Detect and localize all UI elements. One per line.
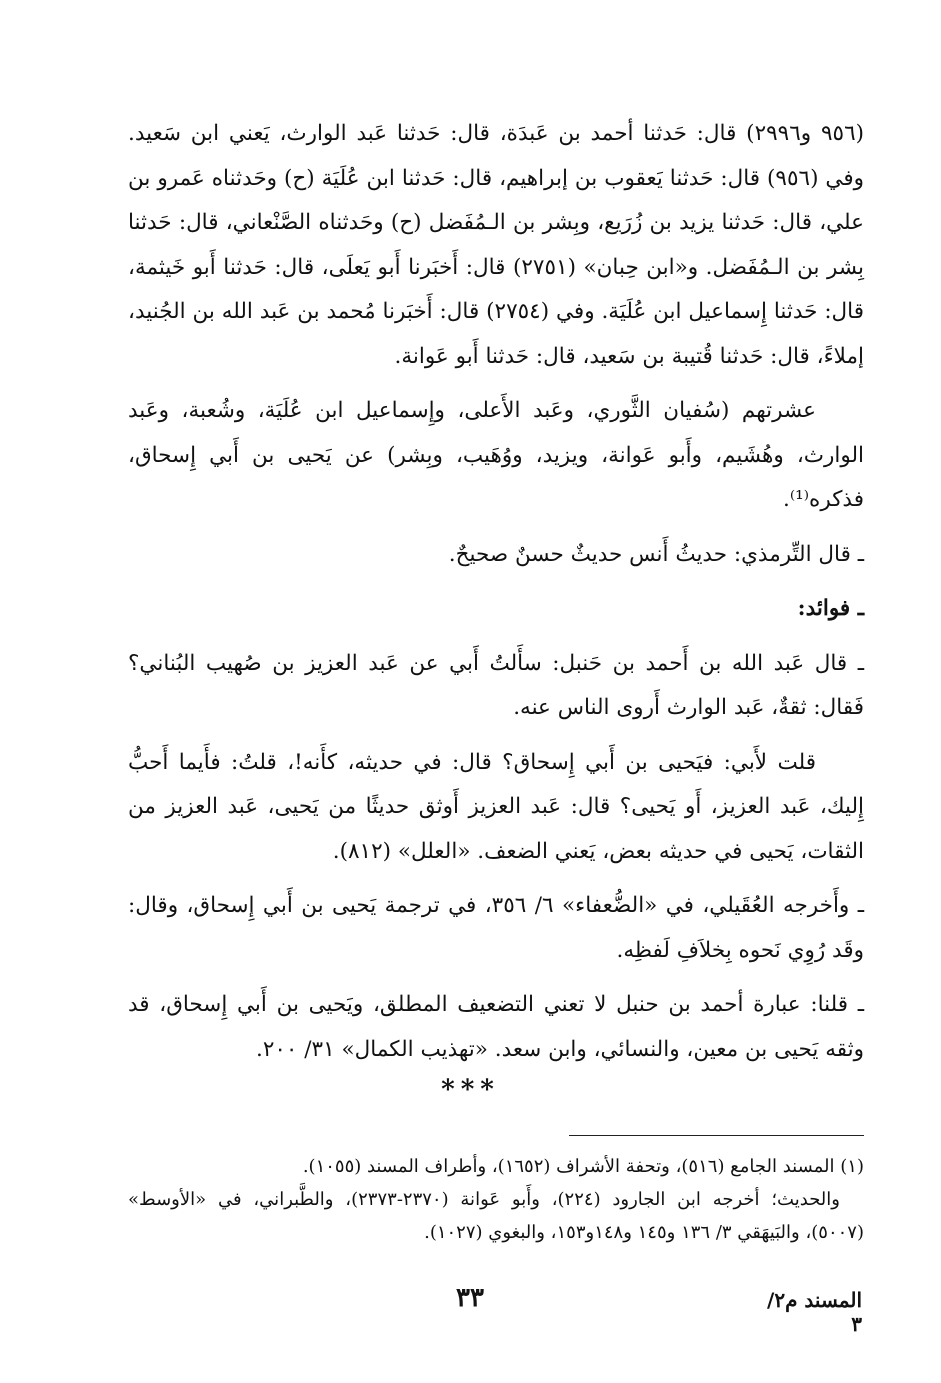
paragraph-abdullah-question: ـ قال عَبد الله بن أَحمد بن حَنبل: سأَلتُ أَبي عن عَبد العزيز بن صُهيب البُناني؟ فَقال: ثقةٌ، عَبد الوارث أَروى الناس عنه. — [128, 650, 864, 720]
paragraph-isnad: (٩٥٦ و٢٩٩٦) قال: حَدثنا أحمد بن عَبدَة، قال: حَدثنا عَبد الوارث، يَعني ابن سَعيد. وفي (٩٥٦) قال: حَدثنا يَعقوب بن إبراهيم، قال: حَدثنا ابن عُلَيَة (ح) وحَدثناه عَمرو بن علي، قال: حَدثنا يزيد بن زُرَيع، وبِشر بن الـمُفَضل (ح) وحَدثناه الصَّنْعاني، قال: حَدثنا بِشر بن الـمُفَضل. و«ابن حِبان» (٢٧٥١) قال: أَخبَرنا أَبو يَعلَى، قال: حَدثنا أَبو خَيثمة، قال: حَدثنا إِسماعيل ابن عُلَيَة. وفي (٢٧٥٤) قال: أَخبَرنا مُحمد بن عَبد الله بن الجُنيد، إملاءً، قال: حَدثنا قُتيبة بن سَعيد، قال: حَدثنا أَبو عَوانة. — [128, 121, 865, 369]
footnote-rule — [569, 1135, 864, 1136]
paragraph-tirmidhi: ـ قال التِّرمذي: حديثُ أَنس حديثٌ حسنٌ صحيحٌ. — [448, 541, 864, 567]
footnote-1: (١) المسند الجامع (٥١٦)، وتحفة الأشراف (١٦٥٢)، وأطراف المسند (١٠٥٥). — [302, 1156, 864, 1177]
footnote-1-continuation: والحديث؛ أخرجه ابن الجارود (٢٢٤)، وأَبو عَوانة (٢٣٧٠-٢٣٧٣)، والطَّبراني، في «الأوسط» (٥٠٠٧)، والبَيهَقي ٣/ ١٣٦ و١٤٥ و١٤٨و١٥٣، والبغوي (١٠٢٧). — [128, 1189, 864, 1243]
paragraph-qulna: ـ قلنا: عبارة أحمد بن حنبل لا تعني التضعيف المطلق، ويَحيى بن أَبي إِسحاق، قد وثقه يَحيى بن معين، والنسائي، وابن سعد. «تهذيب الكمال» ٣١/ ٢٠٠. — [128, 992, 864, 1062]
page-number: ٣٣ — [456, 1283, 484, 1313]
main-text — [128, 112, 864, 1082]
paragraph-qultu: قلت لأَبي: فيَحيى بن أَبي إِسحاق؟ قال: في حديثه، كأَنه!، قلتُ: فأَيما أَحبُّ إِليك، عَبد العزيز، أَو يَحيى؟ قال: عَبد العزيز أَوثق حديثًا من يَحيى، عَبد العزيز من الثقات، يَحيى في حديثه بعض، يَعني الضعف. «العلل» (٨١٢). — [128, 749, 864, 864]
paragraph-uqayli: ـ وأَخرجه العُقَيلي، في «الضُّعفاء» ٦/ ٣٥٦، في ترجمة يَحيى بن أَبي إِسحاق، وقال: وقَد رُوِي نَحوه بِخلاَفِ لَفظِه. — [128, 893, 865, 963]
paragraph-fawaid-heading: ـ فوائد: — [797, 596, 864, 621]
footnotes — [128, 1150, 864, 1249]
paragraph-narrators: عشرتهم (سُفيان الثَّوري، وعَبد الأَعلى، وإِسماعيل ابن عُلَيَة، وشُعبة، وعَبد الوارث، وهُشَيم، وأَبو عَوانة، ويزيد، ووُهَيب، وبِشر) عن يَحيى بن أَبي إِسحاق، فذكره⁽¹⁾. — [128, 398, 864, 512]
section-separator: *** — [441, 1075, 500, 1105]
book-signature: المسند م٢/ ٣ — [767, 1288, 862, 1336]
